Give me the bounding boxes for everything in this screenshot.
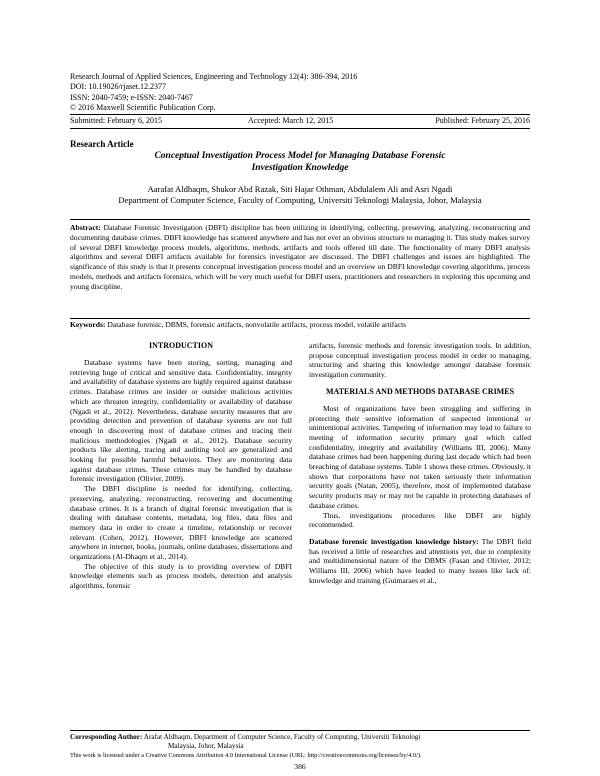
- title-line-1: Conceptual Investigation Process Model for Managing Database Forensic: [154, 151, 446, 161]
- license-notice: This work is licensed under a Creative Commons Attribution 4.0 International License (URL: http://creativecommons.org/licenses/by/4.0/).: [70, 752, 422, 759]
- corresponding-text-2: Malaysia, Johor, Malaysia: [168, 742, 244, 750]
- published-date: Published: February 25, 2016: [435, 116, 530, 125]
- abstract: [70, 223, 530, 292]
- dates-row: [70, 116, 530, 126]
- materials-methods-heading: MATERIALS AND METHODS DATABASE CRIMES: [325, 386, 515, 396]
- crimes-paragraph-2: Thus, investigations procedures like DBFI are highly recommended.: [309, 510, 531, 530]
- author-names: Aarafat Aldhaqm, Shukor Abd Razak, Siti Hajar Othman, Abdulalem Ali and Asri Ngadi: [147, 184, 453, 194]
- header-divider-top: [70, 114, 530, 115]
- crimes-paragraph-1: Most of organizations have been struggling and suffering in protecting their sensitive information of suspected intentional or unintentional activities. Tampering of information may lead to failure to meeting of information security primary goal which called confidentiality, integrity and availability (Williams III, 2006). Many database crimes had been happening during last decade which had been breaching of database systems. Table 1 shows these crimes. Obviously, it shows that corporations have not taken seriously their information security goals (Natan, 2005), therefore, most of implemented database security products may or may not be capable in protecting databases of database crimes.: [309, 403, 531, 510]
- journal-header: [70, 72, 540, 113]
- abstract-divider-bottom: [70, 318, 530, 319]
- abstract-divider-top: [70, 219, 530, 220]
- intro-paragraph-3: The objective of this study is to providing overview of DBFI knowledge elements such as process models, detection and analysis algorithms, forensic: [70, 561, 292, 591]
- left-column: [70, 341, 292, 591]
- corresponding-author: [70, 733, 530, 751]
- right-column: [309, 341, 531, 585]
- header-divider-bottom: [70, 128, 530, 129]
- journal-citation: Research Journal of Applied Sciences, Engineering and Technology 12(4): 386-394, 2016: [70, 72, 358, 81]
- corresponding-label: Corresponding Author:: [70, 733, 143, 741]
- title-line-2: Investigation Knowledge: [251, 162, 349, 173]
- article-title: [70, 151, 530, 174]
- author-affiliation: Department of Computer Science, Faculty of Computing, Universiti Teknologi Malaysia, Johor, Malaysia: [118, 195, 482, 205]
- author-block: [70, 184, 530, 206]
- submitted-date: Submitted: February 6, 2015: [70, 116, 162, 125]
- keywords-text: Database forensic, DBMS, forensic artifacts, nonvolatile artifacts, process model, volatile artifacts: [107, 320, 407, 329]
- journal-issn: ISSN: 2040-7459; e-ISSN: 2040-7467: [70, 92, 193, 102]
- journal-doi: DOI: 10.19026/rjaset.12.2377: [70, 82, 166, 92]
- accepted-date: Accepted: March 12, 2015: [248, 116, 334, 125]
- intro-paragraph-2: The DBFI discipline is needed for identifying, collecting, preserving, analyzing, reconstructing, recovering and documenting database crimes. It is a branch of digital forensic investigation that is dealing with database contents, metadata, log files, data files and memory data in order to create a timeline, relationship or recover relevant (Cohen, 2012). However, DBFI knowledge are scattered anywhere in internet, books, journals, online databases, dissertations and organizations (Al-Dhaqm et al., 2014).: [70, 484, 292, 562]
- abstract-label: Abstract:: [70, 223, 101, 232]
- history-subheading: Database forensic investigation knowledge history:: [309, 536, 479, 546]
- corresponding-text: Arafat Aldhaqm, Department of Computer Science, Faculty of Computing, Universiti Teknologi: [143, 733, 421, 741]
- introduction-heading: INTRODUCTION: [148, 341, 213, 350]
- history-paragraph: [309, 537, 531, 586]
- journal-copyright: © 2016 Maxwell Scientific Publication Corp.: [70, 102, 216, 112]
- footer-divider: [70, 730, 530, 731]
- page-number: 386: [294, 762, 306, 771]
- intro-paragraph-4: artifacts, forensic methods and forensic investigation tools. In addition, propose conceptual investigation process model in order to managing, structuring and sharing this knowledge amongst database forensic investigation community.: [309, 341, 531, 380]
- history-text: The DBFI field has received a little of researches and attentions yet, due to complexity and multidimensional nature of the DBMS (Fasan and Olivier, 2012; Williams III, 2006) which have leaded to many issues like lack of: knowledge and training (Guimaraes et al.,: [309, 536, 532, 585]
- keywords: [70, 320, 530, 330]
- intro-paragraph-1: Database systems have been storing, sorting, managing and retrieving huge of critical and sensitive data. Confidentiality, integrity and availability of database systems are highly required against database crimes. Database crimes are insider or outsider malicious activities which are threaten integrity, confidentiality or availability of database (Ngadi et al., 2012). Nevertheless, database security measures that are providing detection and prevention of database systems are not full enough in discovering most of database crimes and tracing their malicious methodologies (Ngadi et al., 2012). Database security products like alerting, tracing and auditing tool are generalized and looking for possible harmful behaviors. They are monitoring data against database crimes. These crimes may be handled by database forensic investigation (Olivier, 2009).: [70, 358, 292, 484]
- article-type: Research Article: [70, 139, 134, 149]
- keywords-label: Keywords:: [70, 320, 106, 329]
- abstract-text: Database Forensic Investigation (DBFI) discipline has been utilizing in identifying, collecting, preserving, analyzing, reconstructing and documenting database crimes. DBFI knowledge has scattered anywhere and has not ever an obvious structure to managing it. This study makes survey of several DBFI knowledge process models, algorithms, methods, artifacts and tools offered till date. The functionality of many DBFI analysis algorithms and several DBFI artifacts available for forensics investigator are discussed. The DBFI challenges and issues are highlighted. The significance of this study is that it presents conceptual investigation process model and an overview on DBFI knowledge covering algorithms, process models, methods and artifacts forensics, which will be very much useful for DBFI users, practitioners and researchers in exploring this upcoming and young discipline.: [70, 223, 530, 291]
